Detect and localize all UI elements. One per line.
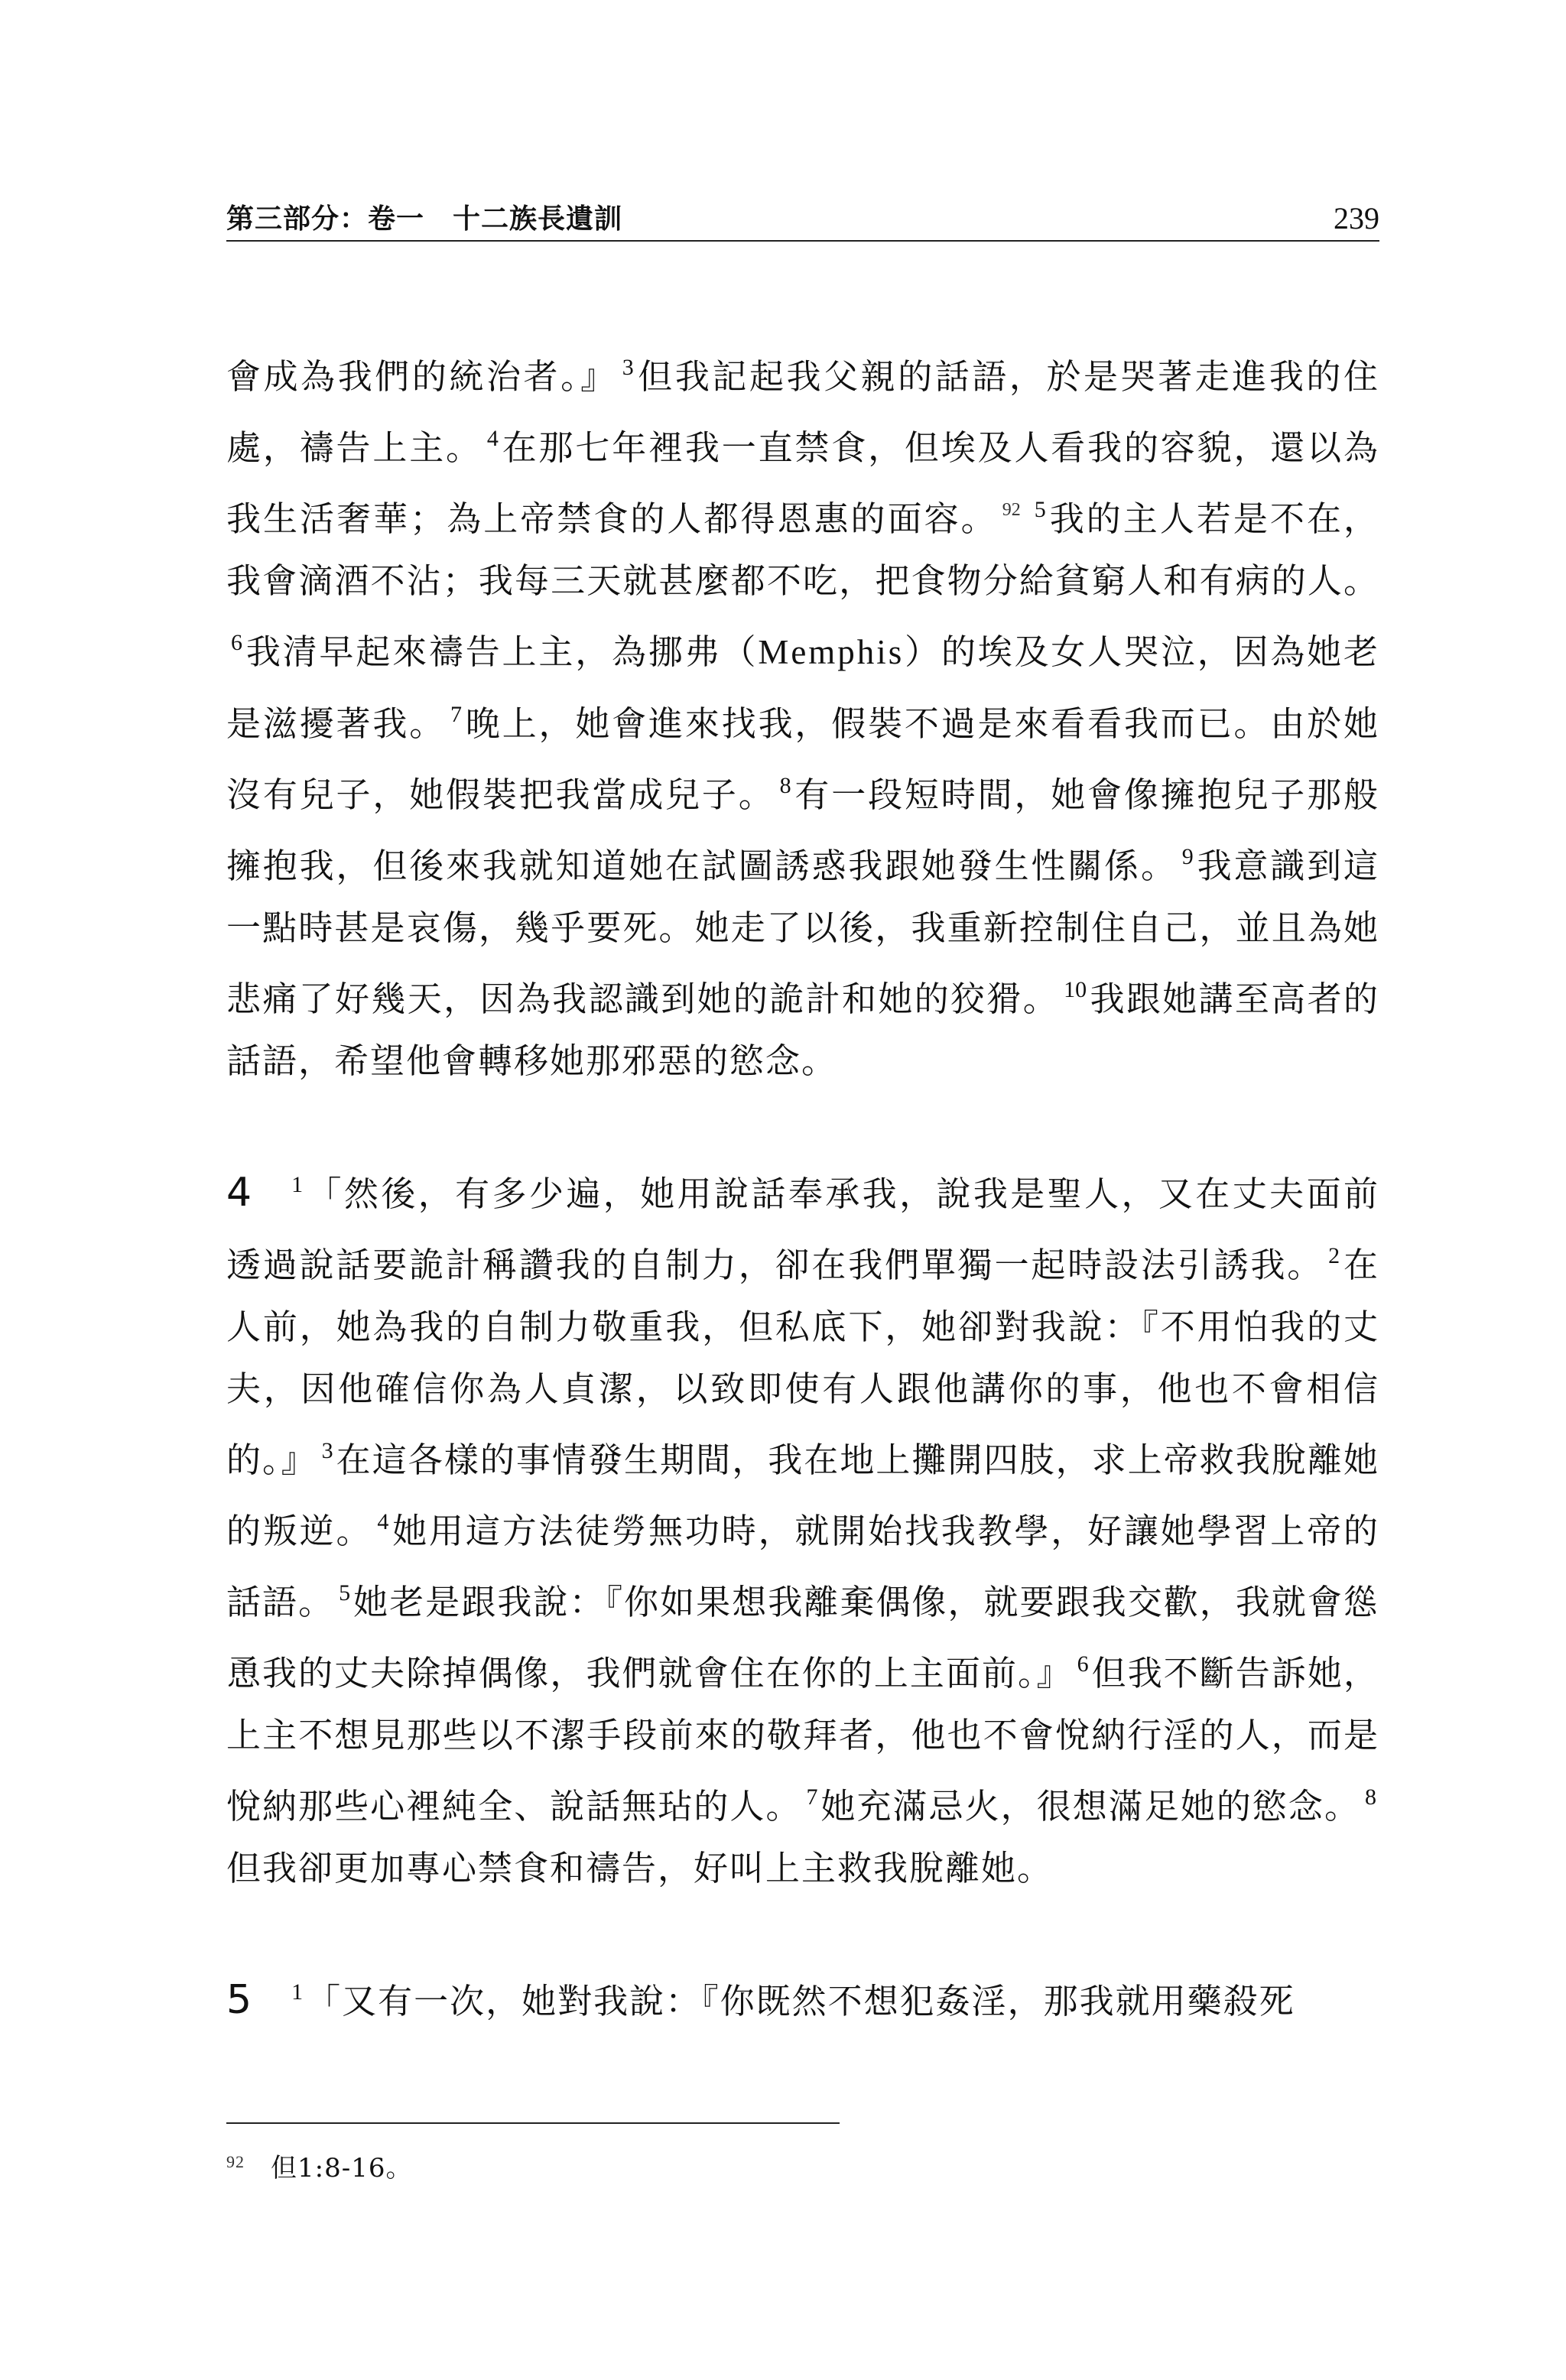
verse-number: 3	[321, 1438, 333, 1463]
verse-number: 1	[291, 1172, 304, 1197]
verse-number: 8	[779, 773, 791, 798]
text-run: 晚上，她會進來找我，假裝不過是來看看我而已。由於她沒有兒子，她假裝把我當成兒子。	[226, 703, 1379, 815]
verse-number: 7	[806, 1784, 818, 1810]
verse-number: 7	[450, 702, 463, 727]
verse-number: 1	[291, 1979, 304, 2005]
chapter-number: 4	[226, 1170, 252, 1216]
text-run: 她充滿忌火，很想滿足她的慾念。	[820, 1786, 1360, 1826]
verse-number: 8	[1365, 1784, 1376, 1810]
text-run: 但我不斷告訴她，上主不想見那些以不潔手段前來的敬拜者，他也不會悅納行淫的人，而是悅納那些心裡純全、說話無玷的人。	[226, 1653, 1379, 1826]
verse-number: 6	[231, 630, 242, 655]
text-run: 她老是跟我說：『你如果想我離棄偶像，就要跟我交歡，我就會慫恿我的丈夫除掉偶像，我們就會住在你的上主面前。』	[226, 1582, 1379, 1693]
text-run: 她用這方法徒勞無功時，就開始找我教學，好讓她學習上帝的話語。	[226, 1511, 1379, 1622]
text-run: 我跟她講至高者的話語，希望他會轉移她那邪惡的慾念。	[226, 979, 1379, 1081]
text-run: 但我卻更加專心禁食和禱告，好叫上主救我脫離她。	[226, 1848, 1054, 1888]
running-header	[226, 190, 1379, 235]
text-run: 我的主人若是不在，我會滴酒不沾；我每三天就甚麼都不吃，把食物分給貧窮人和有病的人。	[226, 498, 1379, 601]
chapter-number: 5	[226, 1977, 252, 2023]
page-number: 239	[1334, 201, 1379, 235]
text-run: 「然後，有多少遍，她用說話奉承我，說我是聖人，又在丈夫面前透過說話要詭計稱讚我的自制力，卻在我們單獨一起時設法引誘我。	[226, 1174, 1379, 1285]
paragraph	[226, 1154, 1379, 1899]
footnote-mark: 92	[226, 2152, 245, 2171]
footnote	[226, 2147, 412, 2184]
verse-number: 3	[622, 355, 634, 380]
verse-number: 4	[486, 426, 499, 451]
verse-number: 2	[1328, 1243, 1340, 1268]
text-run: 會成為我們的統治者。』	[226, 356, 618, 397]
verse-number: 4	[377, 1509, 389, 1534]
verse-number: 10	[1064, 977, 1087, 1002]
text-run: 我意識到這一點時甚是哀傷，幾乎要死。她走了以後，我重新控制住自己，並且為她悲痛了好幾天，因為我認識到她的詭計和她的狡猾。	[226, 846, 1379, 1019]
footnote-rule	[226, 2122, 840, 2124]
header-rule	[226, 240, 1379, 242]
verse-number: 6	[1077, 1651, 1089, 1677]
paragraph	[226, 336, 1379, 1092]
verse-number: 9	[1181, 844, 1194, 869]
text-body	[226, 336, 1379, 2032]
verse-number: 5	[1034, 497, 1046, 522]
text-run: 在這各樣的事情發生期間，我在地上攤開四肢，求上帝救我脫離她的叛逆。	[226, 1440, 1379, 1551]
text-run: 「又有一次，她對我說：『你既然不想犯姦淫，那我就用藥殺死	[306, 1981, 1295, 2021]
text-run: 但我記起我父親的話語，於是哭著走進我的住處，禱告上主。	[226, 356, 1379, 468]
verse-number: 5	[339, 1580, 351, 1606]
latin-term: Memphis	[758, 633, 905, 671]
text-run: 有一段短時間，她會像擁抱兒子那般擁抱我，但後來我就知道她在試圖誘惑我跟她發生性關係。	[226, 774, 1379, 886]
section-title: 第三部分：卷一 十二族長遺訓	[226, 203, 623, 235]
footnote-reference: 92	[1002, 500, 1021, 520]
paragraph	[226, 1961, 1379, 2032]
text-run: ）的埃及女人哭泣，因為她老是滋擾著我。	[226, 632, 1379, 744]
text-run: 在那七年裡我一直禁食，但埃及人看我的容貌，還以為我生活奢華；為上帝禁食的人都得恩惠的面容。	[226, 427, 1379, 539]
text-run: 我清早起來禱告上主，為挪弗（	[245, 632, 759, 672]
text-run: 在人前，她為我的自制力敬重我，但私底下，她卻對我說：『不用怕我的丈夫，因他確信你為人貞潔，以致即使有人跟他講你的事，他也不會相信的。』	[226, 1245, 1379, 1480]
footnote-text: 但1:8-16。	[271, 2153, 413, 2184]
